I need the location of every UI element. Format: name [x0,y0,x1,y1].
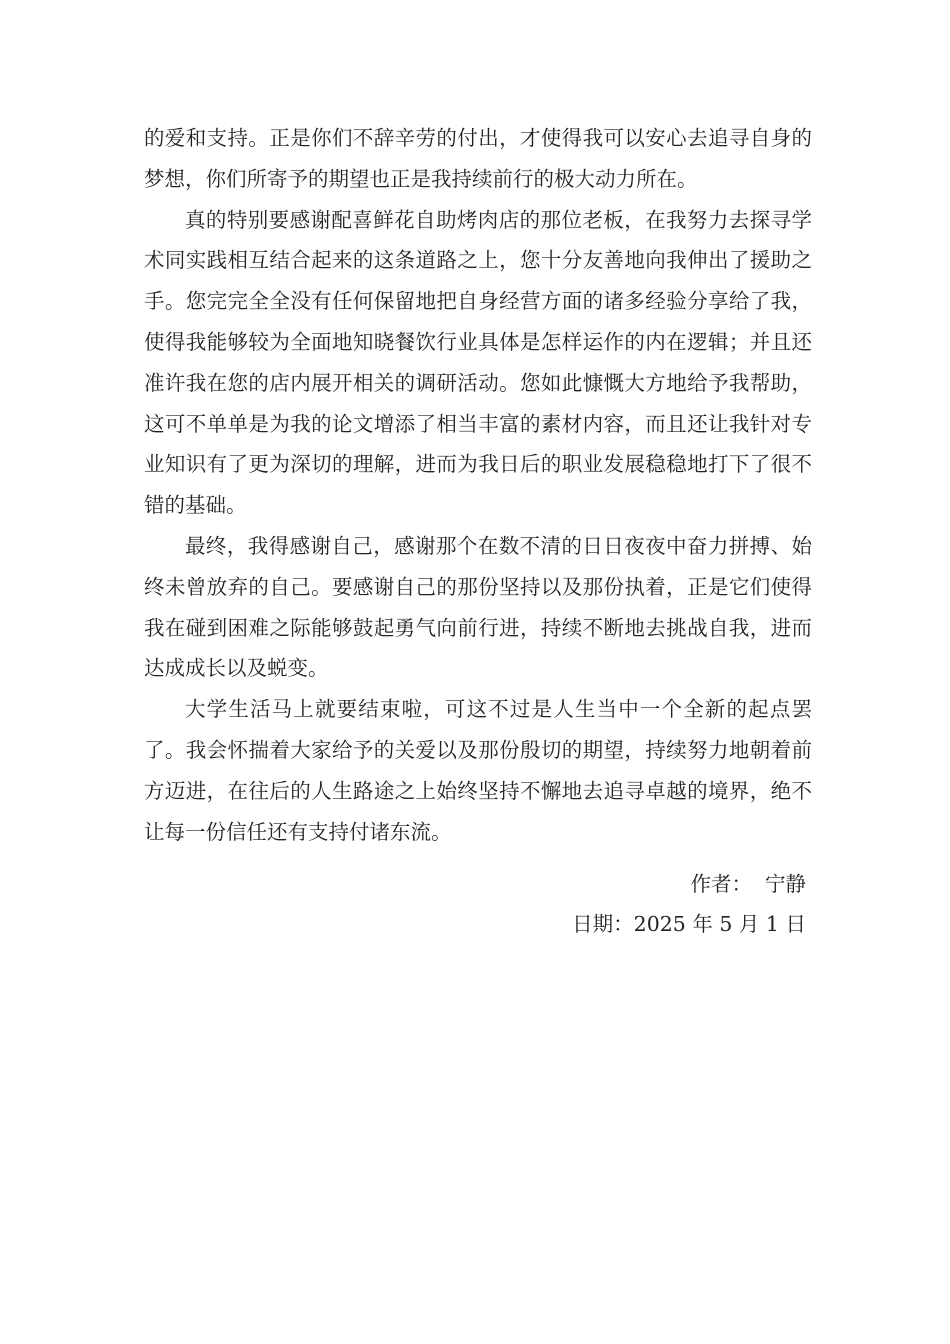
paragraph-thanks-restaurant-owner: 真的特别要感谢配喜鲜花自助烤肉店的那位老板，在我努力去探寻学术同实践相互结合起来的这条道路之上，您十分友善地向我伸出了援助之手。您完完全全没有任何保留地把自身经营方面的诸多经验分享给了我，使得我能够较为全面地知晓餐饮行业具体是怎样运作的内在逻辑；并且还准许我在您的店内展开相关的调研活动。您如此慷慨大方地给予我帮助，这可不单单是为我的论文增添了相当丰富的素材内容，而且还让我针对专业知识有了更为深切的理解，进而为我日后的职业发展稳稳地打下了很不错的基础。 [144,207,812,518]
signature-block [144,864,806,944]
paragraph-thanks-self: 最终，我得感谢自己，感谢那个在数不清的日日夜夜中奋力拼搏、始终未曾放弃的自己。要感谢自己的那份坚持以及那份执着，正是它们使得我在碰到困难之际能够鼓起勇气向前行进，持续不断地去挑战自我，进而达成成长以及蜕变。 [144,533,812,681]
date-line: 日期：2025 年 5 月 1 日 [572,912,806,936]
paragraph-closing: 大学生活马上就要结束啦，可这不过是人生当中一个全新的起点罢了。我会怀揣着大家给予的关爱以及那份殷切的期望，持续努力地朝着前方迈进，在往后的人生路途之上始终坚持不懈地去追寻卓越的境界，绝不让每一份信任还有支持付诸东流。 [144,697,812,844]
author-line: 作者： 宁静 [690,872,806,896]
document-body [144,118,812,852]
paragraph-thanks-family-continued: 的爱和支持。正是你们不辞辛劳的付出，才使得我可以安心去追寻自身的梦想，你们所寄予的期望也正是我持续前行的极大动力所在。 [144,126,812,191]
